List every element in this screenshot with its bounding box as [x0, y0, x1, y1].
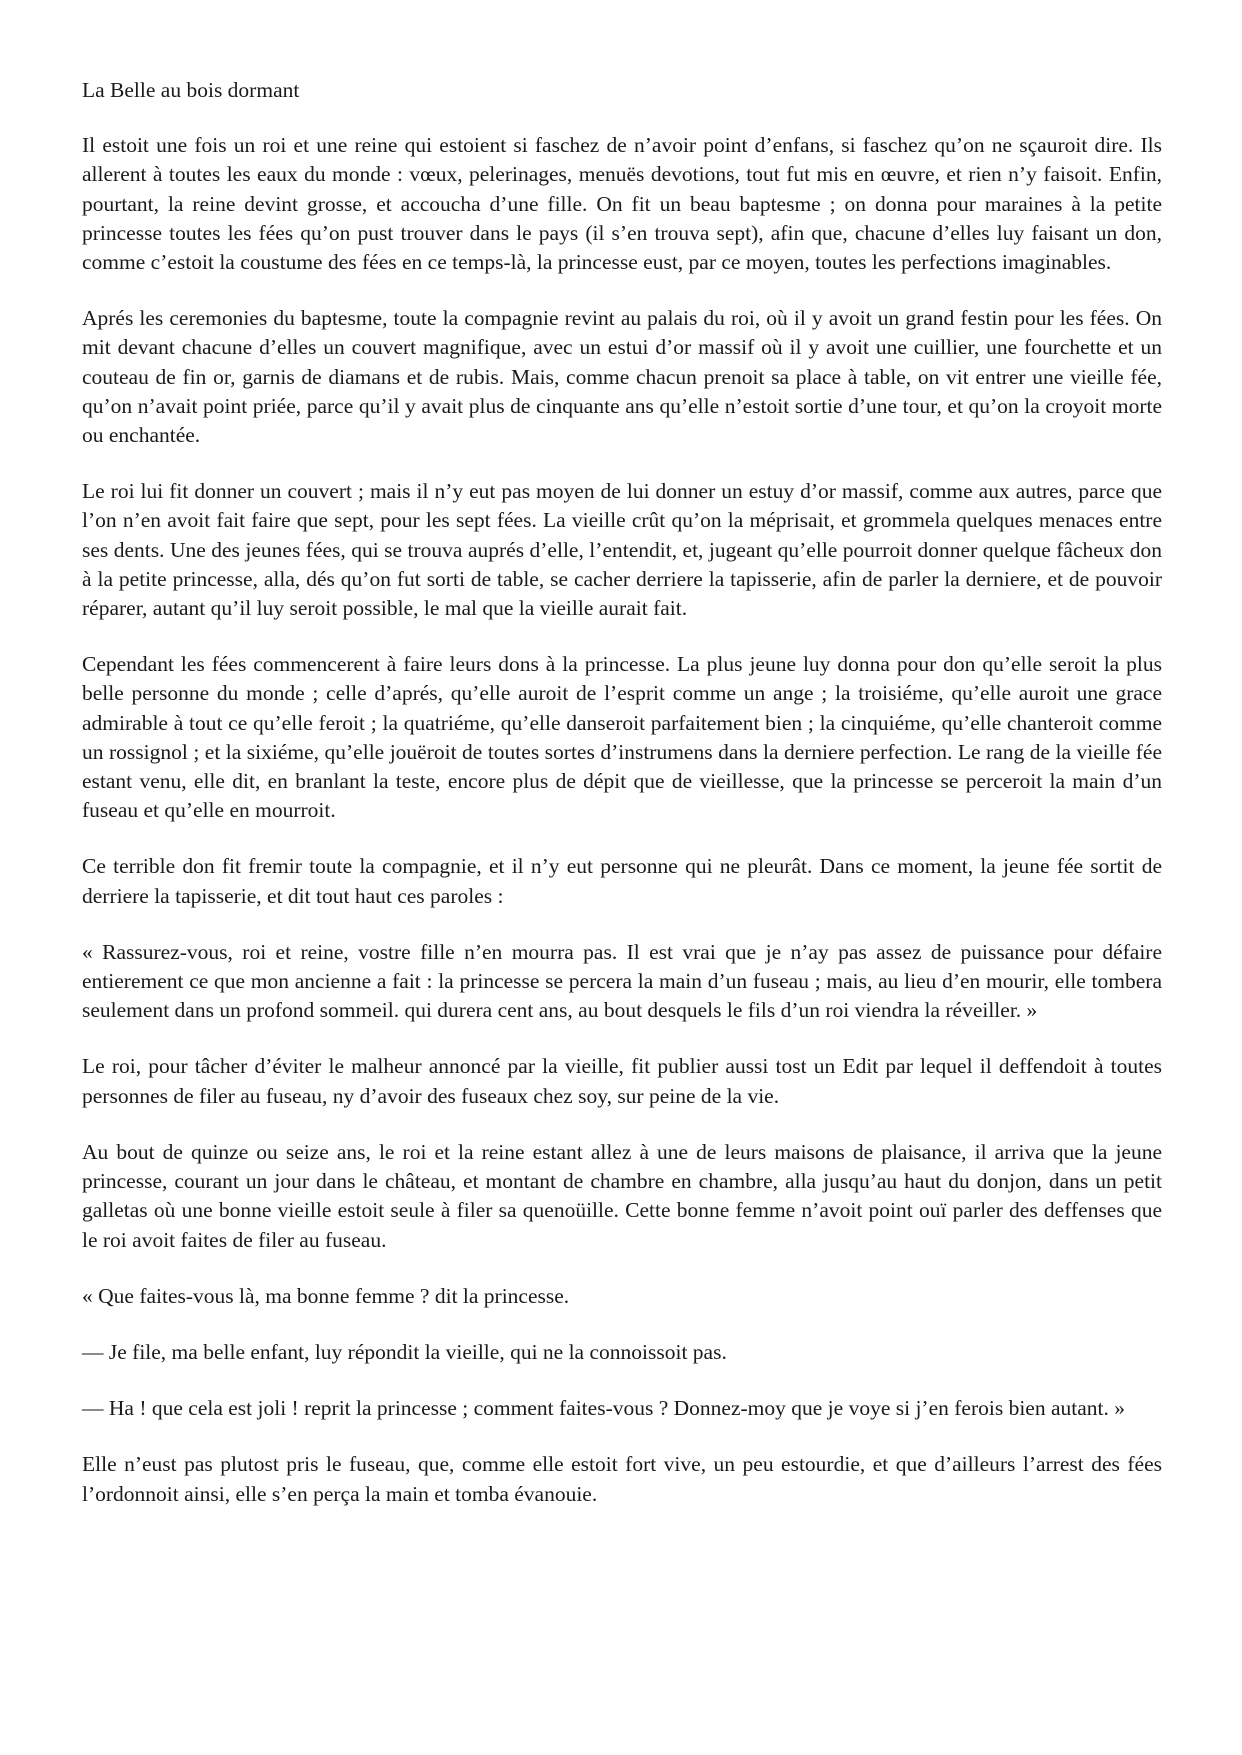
paragraph: Cependant les fées commencerent à faire leurs dons à la princesse. La plus jeune luy donna pour don qu’elle seroit la plus belle personne du monde ; celle d’aprés, qu’elle auroit de l’esprit comme un ange ; la troisiéme, qu’elle auroit une grace admirable à tout ce qu’elle feroit ; la quatriéme, qu’elle danseroit parfaitement bien ; la cinquiéme, qu’elle chanteroit comme un rossignol ; et la sixiéme, qu’elle jouëroit de toutes sortes d’instrumens dans la derniere perfection. Le rang de la vieille fée estant venu, elle dit, en branlant la teste, encore plus de dépit que de vieillesse, que la princesse se perceroit la main d’un fuseau et qu’elle en mourroit. [82, 652, 1162, 823]
paragraph: Au bout de quinze ou seize ans, le roi et la reine estant allez à une de leurs maisons de plaisance, il arriva que la jeune princesse, courant un jour dans le château, et montant de chambre en chambre, alla jusqu’au haut du donjon, dans un petit galletas où une bonne vieille estoit seule à filer sa quenoüille. Cette bonne femme n’avoit point ouï parler des deffenses que le roi avoit faites de filer au fuseau. [82, 1139, 1162, 1252]
paragraph: — Ha ! que cela est joli ! reprit la princesse ; comment faites-vous ? Donnez-moy que je voye si j’en ferois bien autant. » [82, 1396, 1126, 1421]
paragraph: Le roi, pour tâcher d’éviter le malheur annoncé par la vieille, fit publier aussi tost un Edit par lequel il deffendoit à toutes personnes de filer au fuseau, ny d’avoir des fuseaux chez soy, sur peine de la vie. [82, 1054, 1162, 1108]
paragraph: Ce terrible don fit fremir toute la compagnie, et il n’y eut personne qui ne pleurât. Dans ce moment, la jeune fée sortit de derriere la tapisserie, et dit tout haut ces paroles : [82, 854, 1162, 908]
paragraph: Le roi lui fit donner un couvert ; mais il n’y eut pas moyen de lui donner un estuy d’or massif, comme aux autres, parce que l’on n’en avoit fait faire que sept, pour les sept fées. La vieille crût qu’on la méprisait, et grommela quelques menaces entre ses dents. Une des jeunes fées, qui se trouva auprés d’elle, l’entendit, et, jugeant qu’elle pourroit donner quelque fâcheux don à la petite princesse, alla, dés qu’on fut sorti de table, se cacher derriere la tapisserie, afin de parler la derniere, et de pouvoir réparer, autant qu’il luy seroit possible, le mal que la vieille aurait fait. [82, 479, 1162, 621]
paragraph: « Que faites-vous là, ma bonne femme ? dit la princesse. [82, 1283, 570, 1308]
document-page [82, 76, 1162, 1509]
paragraph: Elle n’eust pas plutost pris le fuseau, que, comme elle estoit fort vive, un peu estourdie, et que d’ailleurs l’arrest des fées l’ordonnoit ainsi, elle s’en perça la main et tomba évanouie. [82, 1452, 1162, 1506]
paragraph: Il estoit une fois un roi et une reine qui estoient si faschez de n’avoir point d’enfans, si faschez qu’on ne sçauroit dire. Ils allerent à toutes les eaux du monde : vœux, pelerinages, menuës devotions, tout fut mis en œuvre, et rien n’y faisoit. Enfin, pourtant, la reine devint grosse, et accoucha d’une fille. On fit un beau baptesme ; on donna pour maraines à la petite princesse toutes les fées qu’on pust trouver dans le pays (il s’en trouva sept), afin que, chacune d’elles luy faisant un don, comme c’estoit la coustume des fées en ce temps-là, la princesse eust, par ce moyen, toutes les perfections imaginables. [82, 133, 1162, 275]
paragraph: — Je file, ma belle enfant, luy répondit la vieille, qui ne la connoissoit pas. [82, 1339, 727, 1364]
paragraph: « Rassurez-vous, roi et reine, vostre fille n’en mourra pas. Il est vrai que je n’ay pas assez de puissance pour défaire entierement ce que mon ancienne a fait : la princesse se percera la main d’un fuseau ; mais, au lieu d’en mourir, elle tombera seulement dans un profond sommeil. qui durera cent ans, au bout desquels le fils d’un roi viendra la réveiller. » [82, 939, 1162, 1023]
paragraph: Aprés les ceremonies du baptesme, toute la compagnie revint au palais du roi, où il y avoit un grand festin pour les fées. On mit devant chacune d’elles un couvert magnifique, avec un estui d’or massif où il y avoit une cuillier, une fourchette et un couteau de fin or, garnis de diamans et de rubis. Mais, comme chacun prenoit sa place à table, on vit entrer une vieille fée, qu’on n’avait point priée, parce qu’il y avait plus de cinquante ans qu’elle n’estoit sortie d’une tour, et qu’on la croyoit morte ou enchantée. [82, 306, 1162, 448]
document-title: La Belle au bois dormant [82, 78, 300, 102]
